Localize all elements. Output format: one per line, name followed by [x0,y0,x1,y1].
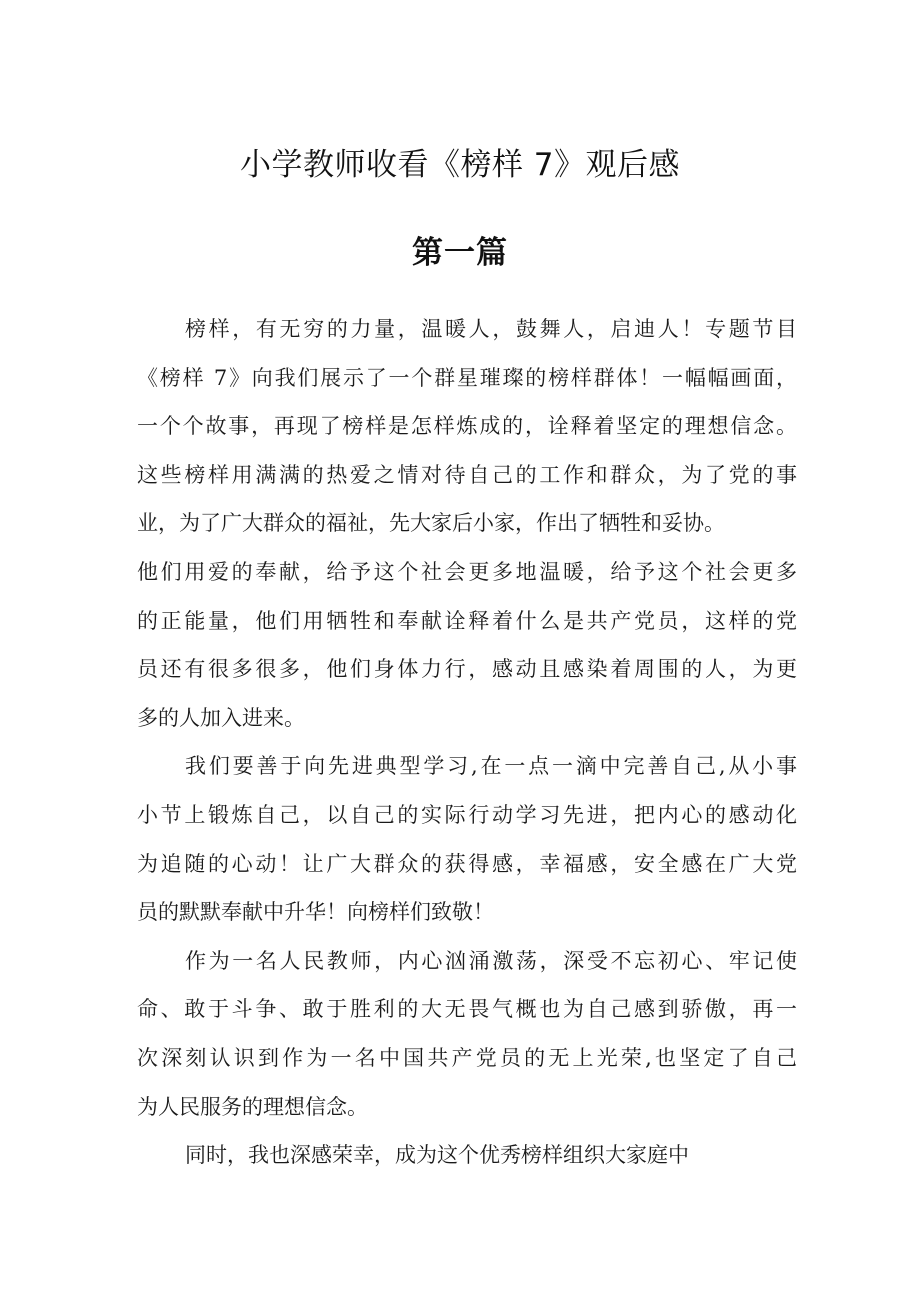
body-line: 业，为了广大群众的福祉，先大家后小家，作出了牺牲和妥协。 [137,511,725,536]
section-heading: 第一篇 [412,235,508,271]
body-line: 一个个故事，再现了榜样是怎样炼成的，诠释着坚定的理想信念。 [137,414,797,439]
body-line: 员的默默奉献中升华！向榜样们致敬！ [137,900,494,925]
body-line: 榜样，有无穷的力量，温暖人，鼓舞人，启迪人！专题节目 [185,317,797,341]
body-line: 《榜样 7》向我们展示了一个群星璀璨的榜样群体！一幅幅画面， [137,365,797,390]
body-line: 员还有很多很多，他们身体力行，感动且感染着周围的人，为更 [137,657,797,682]
body-line: 小节上锻炼自己，以自己的实际行动学习先进，把内心的感动化 [137,802,797,827]
document-title: 小学教师收看《榜样 7》观后感 [239,147,681,183]
body-line: 这些榜样用满满的热爱之情对待自己的工作和群众，为了党的事 [137,462,797,487]
body-line: 次深刻认识到作为一名中国共产党员的无上光荣,也坚定了自己 [137,1045,797,1070]
body-line: 的正能量，他们用牺牲和奉献诠释着什么是共产党员，这样的党 [137,608,797,633]
body-line: 多的人加入进来。 [137,705,305,730]
body-line: 为人民服务的理想信念。 [137,1094,368,1119]
document-body [137,305,797,1180]
body-line: 同时，我也深感荣幸，成为这个优秀榜样组织大家庭中 [185,1143,689,1168]
body-line: 他们用爱的奉献，给予这个社会更多地温暖，给予这个社会更多 [137,559,797,584]
body-line: 作为一名人民教师，内心汹涌激荡，深受不忘初心、牢记使 [185,948,797,973]
body-line: 我们要善于向先进典型学习,在一点一滴中完善自己,从小事 [185,754,797,779]
body-line: 为追随的心动！让广大群众的获得感，幸福感，安全感在广大党 [137,851,797,876]
body-line: 命、敢于斗争、敢于胜利的大无畏气概也为自己感到骄傲，再一 [137,997,797,1022]
